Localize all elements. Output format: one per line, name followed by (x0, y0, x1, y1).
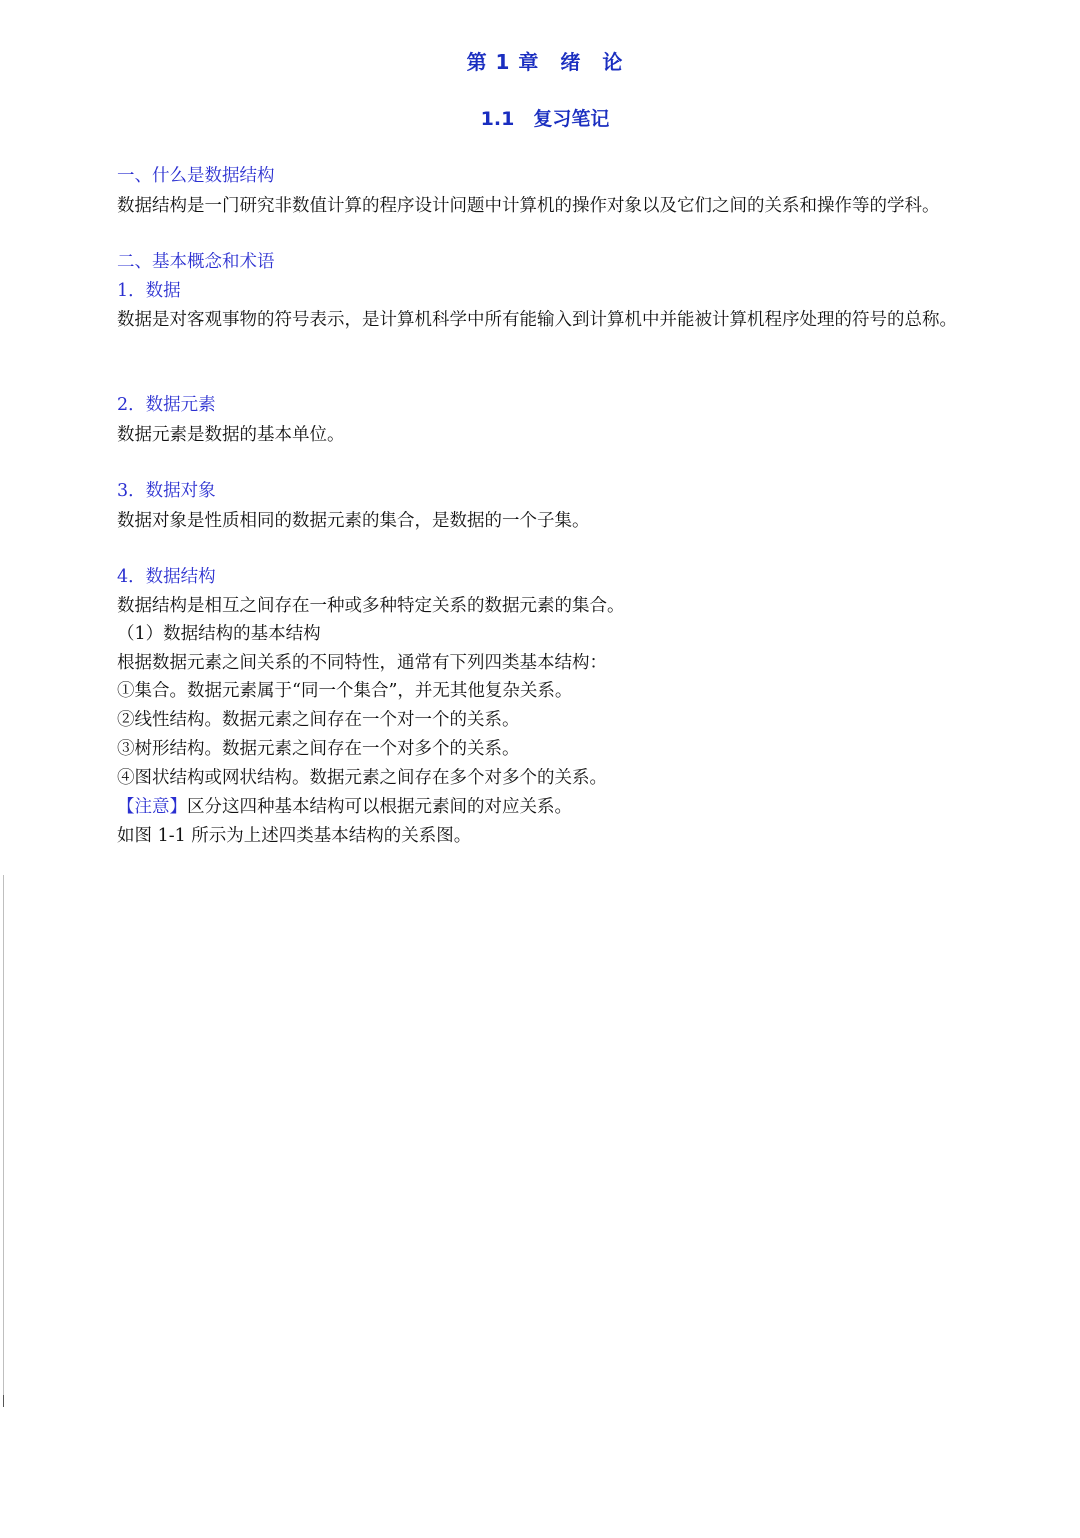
basic-structure-intro: 根据数据元素之间关系的不同特性，通常有下列四类基本结构： (117, 653, 607, 673)
data-object-paragraph: 数据对象是性质相同的数据元素的集合，是数据的一个子集。 (117, 511, 590, 531)
list-item: ①集合。数据元素属于“同一个集合”，并无其他复杂关系。 (117, 681, 573, 701)
data-paragraph: 数据是对客观事物的符号表示，是计算机科学中所有能输入到计算机中并能被计算机程序处理的符号的总称。 (117, 310, 957, 330)
subheading-data: 1．数据 (117, 281, 181, 301)
data-structure-paragraph: 数据结构是相互之间存在一种或多种特定关系的数据元素的集合。 (117, 596, 625, 616)
scan-margin-line (3, 875, 4, 1395)
definition-paragraph: 数据结构是一门研究非数值计算的程序设计问题中计算机的操作对象以及它们之间的关系和操作等的学科。 (117, 196, 940, 216)
chapter-title: 第 1 章 绪 论 (466, 50, 624, 74)
section-heading-concepts: 二、基本概念和术语 (117, 252, 275, 272)
note-line (117, 793, 572, 822)
note-text: 区分这四种基本结构可以根据元素间的对应关系。 (187, 797, 572, 817)
section-title: 1.1 复习笔记 (480, 108, 610, 130)
subheading-data-structure: 4．数据结构 (117, 567, 216, 587)
subheading-data-element: 2．数据元素 (117, 395, 216, 415)
basic-structure-heading: （1）数据结构的基本结构 (117, 624, 321, 644)
note-tag: 【注意】 (117, 797, 187, 817)
list-item: ②线性结构。数据元素之间存在一个对一个的关系。 (117, 710, 520, 730)
list-item: ③树形结构。数据元素之间存在一个对多个的关系。 (117, 739, 520, 759)
subheading-data-object: 3．数据对象 (117, 481, 216, 501)
list-item: ④图状结构或网状结构。数据元素之间存在多个对多个的关系。 (117, 768, 607, 788)
data-element-paragraph: 数据元素是数据的基本单位。 (117, 425, 345, 445)
scan-margin-tick (3, 1395, 4, 1407)
figure-reference: 如图 1-1 所示为上述四类基本结构的关系图。 (117, 826, 472, 846)
section-heading-what-is-ds: 一、什么是数据结构 (117, 166, 275, 186)
